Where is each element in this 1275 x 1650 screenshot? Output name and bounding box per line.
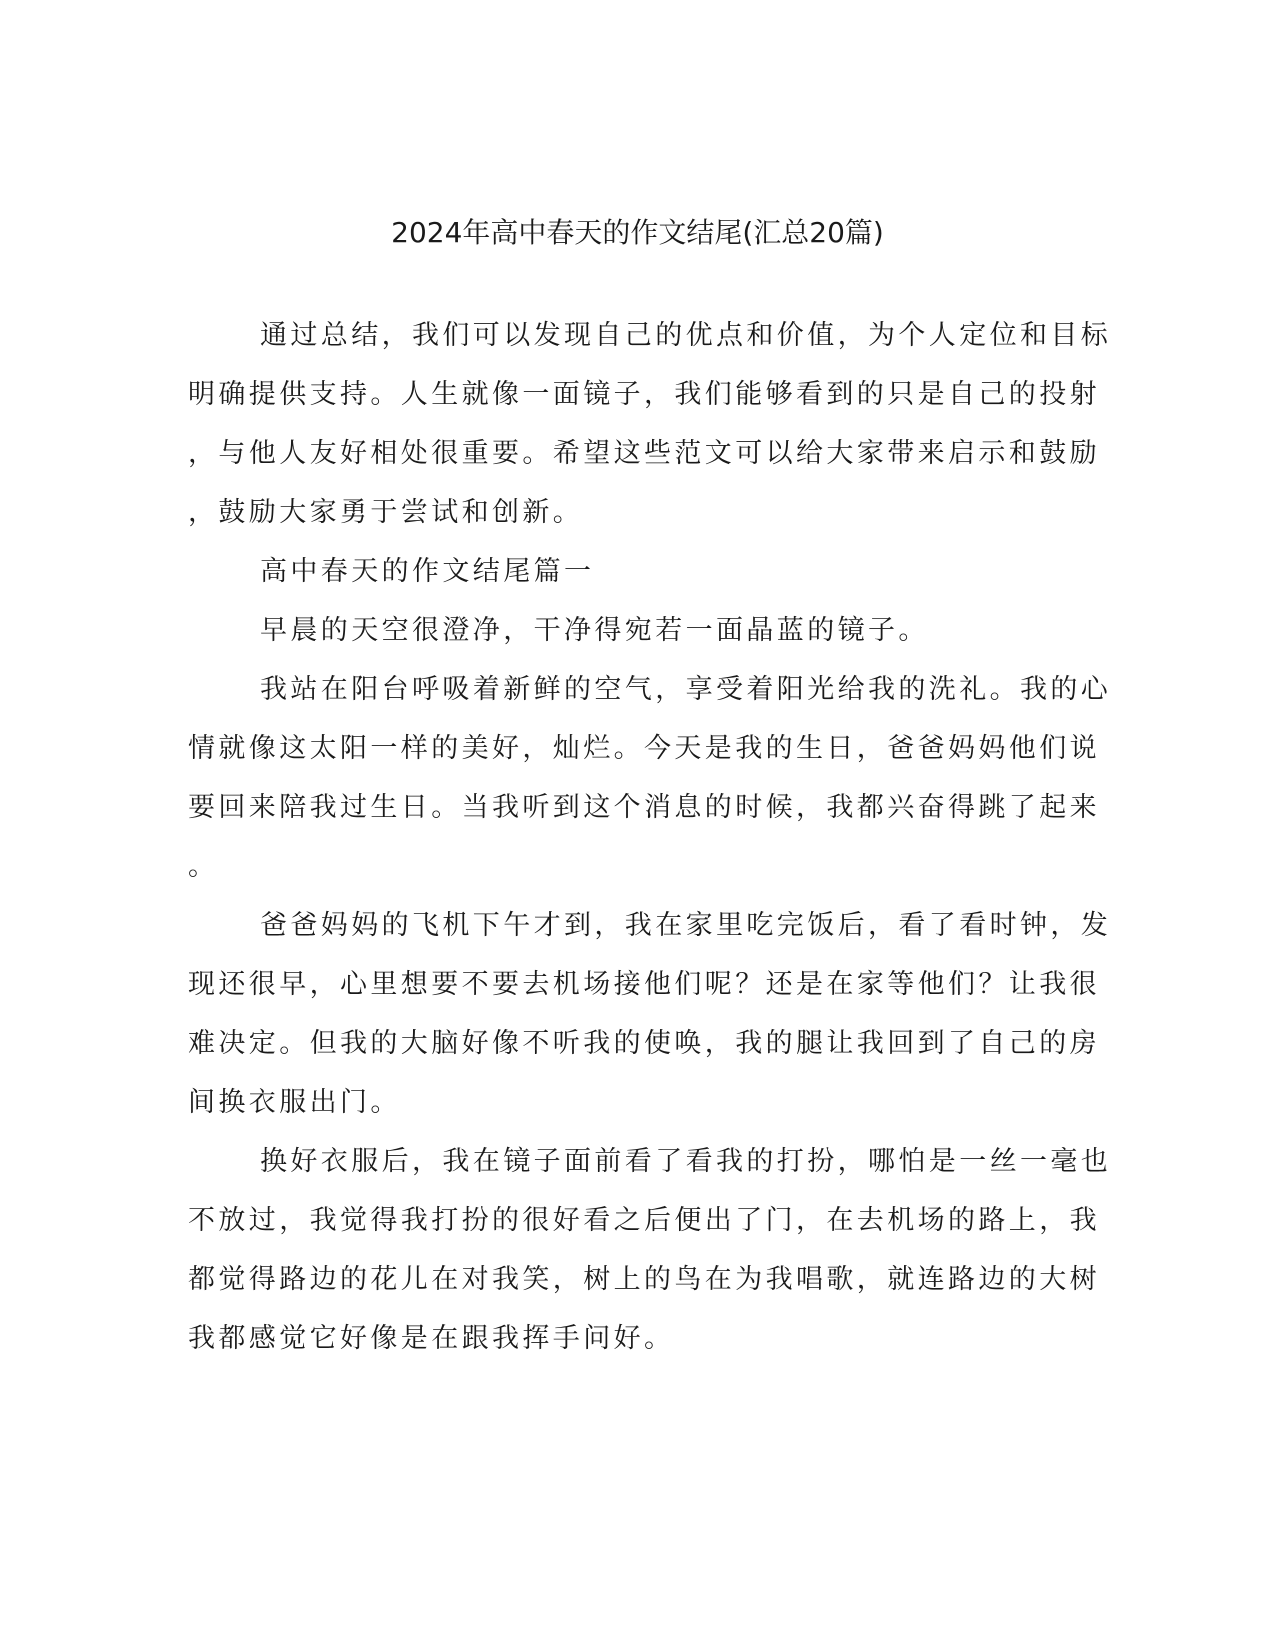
paragraph-line: 难决定。但我的大脑好像不听我的使唤，我的腿让我回到了自己的房 (188, 1028, 1100, 1059)
paragraph-line: ，鼓励大家勇于尝试和创新。 (188, 497, 584, 528)
paragraph-line: 。 (188, 851, 219, 882)
paragraph-line: 情就像这太阳一样的美好，灿烂。今天是我的生日，爸爸妈妈他们说 (188, 733, 1100, 764)
paragraph-line: 早晨的天空很澄净，干净得宛若一面晶蓝的镜子。 (260, 615, 929, 646)
document-title: 2024年高中春天的作文结尾(汇总20篇) (391, 216, 884, 249)
paragraph-line: ，与他人友好相处很重要。希望这些范文可以给大家带来启示和鼓励 (188, 438, 1100, 469)
paragraph-line: 间换衣服出门。 (188, 1087, 401, 1118)
paragraph-line: 要回来陪我过生日。当我听到这个消息的时候，我都兴奋得跳了起来 (188, 792, 1100, 823)
paragraph-line: 通过总结，我们可以发现自己的优点和价值，为个人定位和目标 (260, 320, 1112, 351)
section-heading: 高中春天的作文结尾篇一 (260, 556, 595, 587)
paragraph-line: 我都感觉它好像是在跟我挥手问好。 (188, 1323, 675, 1354)
paragraph-line: 明确提供支持。人生就像一面镜子，我们能够看到的只是自己的投射 (188, 379, 1100, 410)
paragraph-line: 不放过，我觉得我打扮的很好看之后便出了门，在去机场的路上，我 (188, 1205, 1100, 1236)
paragraph-line: 现还很早，心里想要不要去机场接他们呢？还是在家等他们？让我很 (188, 969, 1100, 1000)
paragraph-line: 换好衣服后，我在镜子面前看了看我的打扮，哪怕是一丝一毫也 (260, 1146, 1112, 1177)
paragraph-line: 我站在阳台呼吸着新鲜的空气，享受着阳光给我的洗礼。我的心 (260, 674, 1112, 705)
paragraph-line: 都觉得路边的花儿在对我笑，树上的鸟在为我唱歌，就连路边的大树 (188, 1264, 1100, 1295)
paragraph-line: 爸爸妈妈的飞机下午才到，我在家里吃完饭后，看了看时钟，发 (260, 910, 1112, 941)
